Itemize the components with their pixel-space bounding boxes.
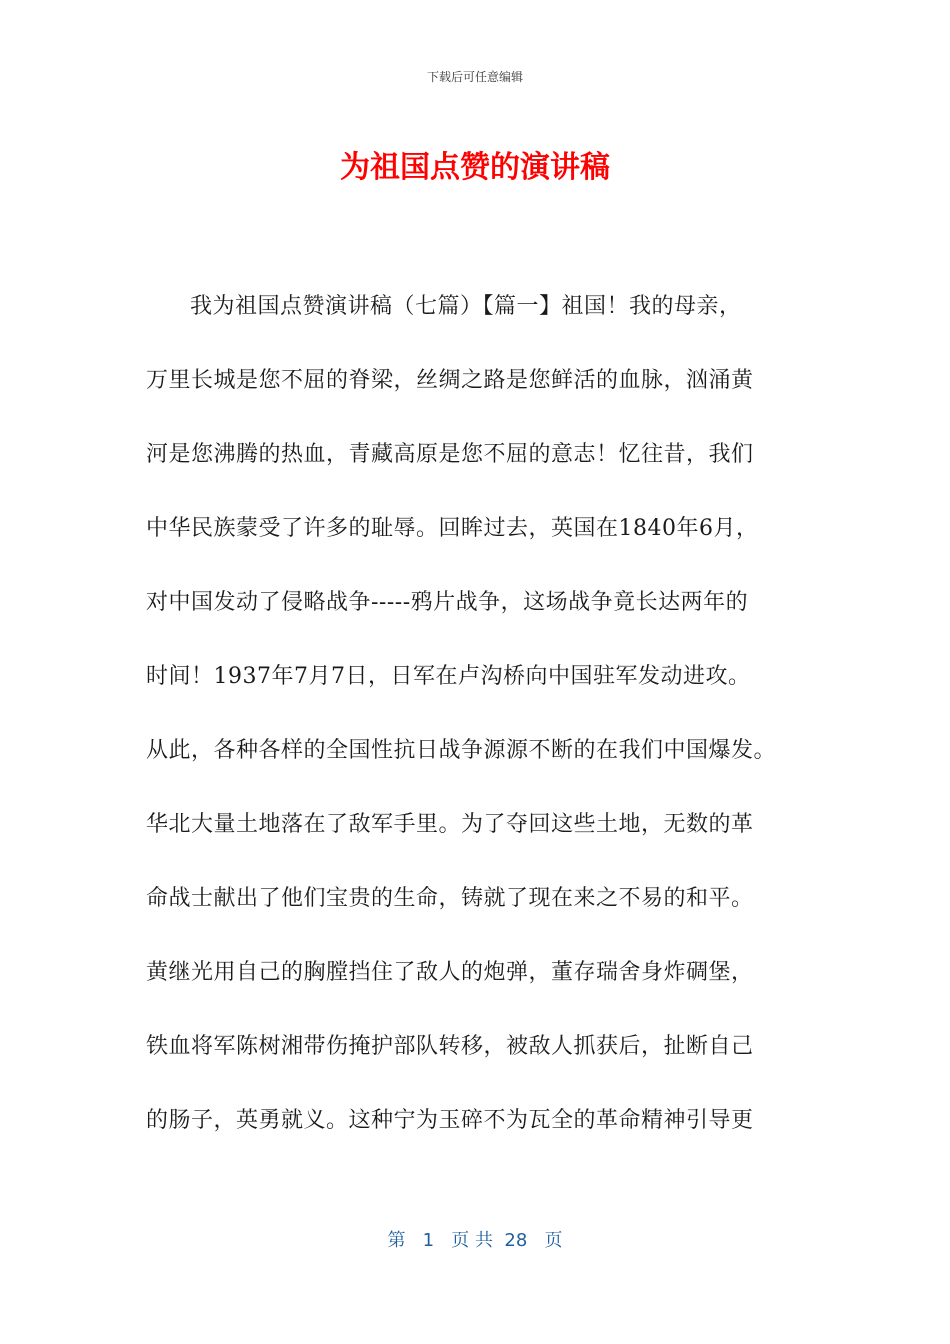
- body-line: 黄继光用自己的胸膛挡住了敌人的炮弹，董存瑞舍身炸碉堡，: [146, 960, 754, 985]
- body-line: 万里长城是您不屈的脊梁，丝绸之路是您鲜活的血脉，汹涌黄: [146, 368, 754, 393]
- body-line: 的肠子，英勇就义。这种宁为玉碎不为瓦全的革命精神引导更: [146, 1108, 754, 1133]
- body-line: 从此，各种各样的全国性抗日战争源源不断的在我们中国爆发。: [146, 738, 777, 763]
- page-header: 下载后可任意编辑: [426, 70, 523, 84]
- body-line: 命战士献出了他们宝贵的生命，铸就了现在来之不易的和平。: [146, 886, 754, 911]
- body-line: 我为祖国点赞演讲稿（七篇）【篇一】祖国！我的母亲，: [190, 294, 742, 319]
- page-number-footer: 第 1 页 共 28 页: [387, 1230, 563, 1251]
- body-line: 对中国发动了侵略战争-----鸦片战争，这场战争竟长达两年的: [146, 590, 749, 615]
- document-title: 为祖国点赞的演讲稿: [340, 150, 610, 185]
- body-line: 河是您沸腾的热血，青藏高原是您不屈的意志！忆往昔，我们: [146, 442, 754, 467]
- body-line: 时间！1937年7月7日，日军在卢沟桥向中国驻军发动进攻。: [146, 664, 751, 689]
- document-body: [146, 270, 808, 1158]
- body-line: 华北大量土地落在了敌军手里。为了夺回这些土地，无数的革: [146, 812, 754, 837]
- body-line: 铁血将军陈树湘带伤掩护部队转移，被敌人抓获后，扯断自己: [146, 1034, 754, 1059]
- body-line: 中华民族蒙受了许多的耻辱。回眸过去，英国在1840年6月，: [146, 516, 759, 541]
